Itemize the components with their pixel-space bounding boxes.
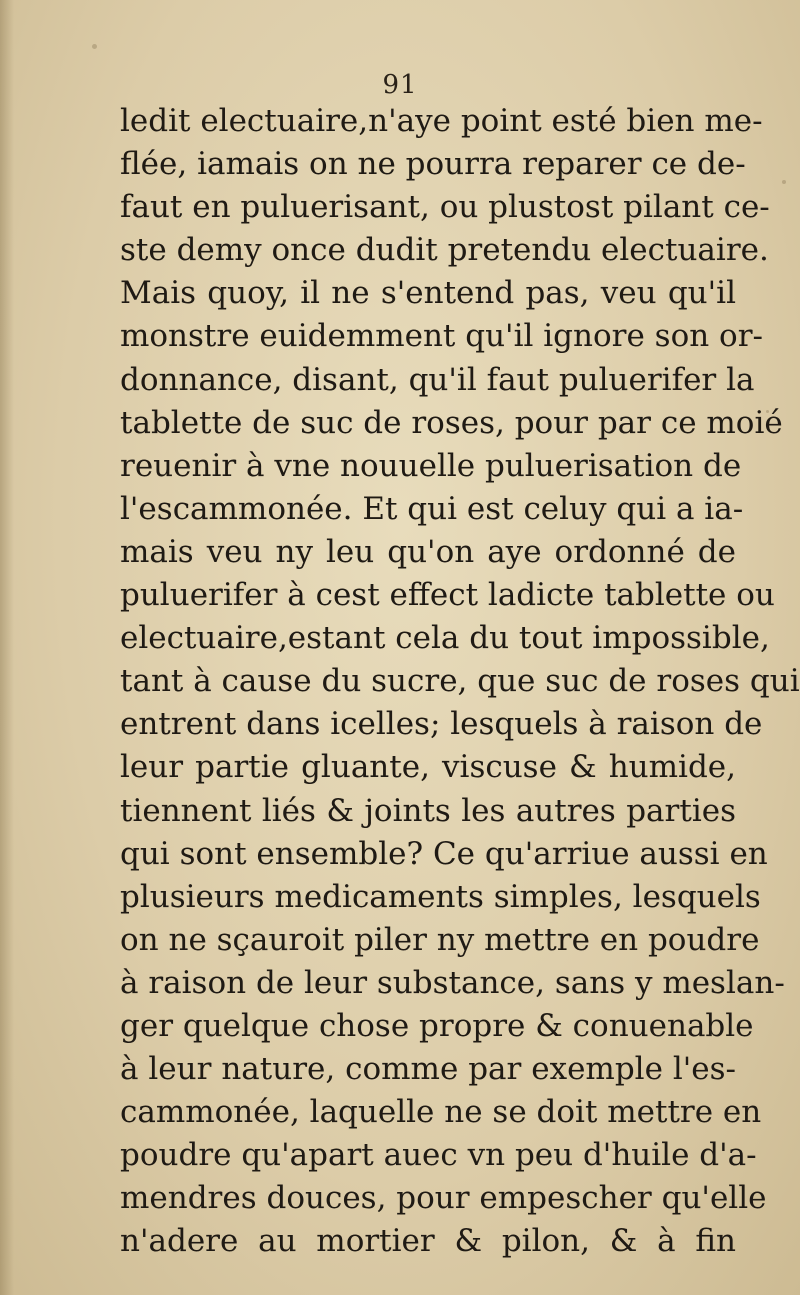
text-line: ger quelque chose propre & conuenable [120,1007,754,1044]
text-line: l'escammonée. Et qui est celuy qui a ia- [120,490,744,527]
text-line: ledit electuaire,n'aye point esté bien me- [120,103,763,139]
text-line: tant à cause du sucre, que suc de roses qui [120,663,800,700]
text-line: qui sont ensemble? Ce qu'arriue aussi en [120,835,768,872]
text-line: faut en puluerisant, ou plustost pilant ce- [120,189,770,226]
text-line: donnance, disant, qu'il faut puluerifer la [120,361,755,398]
paper-speck [782,180,786,184]
text-line: Mais quoy, il ne s'entend pas, veu qu'il [120,275,736,312]
body-text [120,100,800,1264]
text-line: n'adere au mortier & pilon, & à fin [120,1223,736,1260]
text-line: on ne sçauroit piler ny mettre en poudre [120,921,760,958]
text-line: tiennent liés & joints les autres parties [120,792,736,829]
paper-speck [92,44,97,49]
text-line: poudre qu'apart auec vn peu d'huile d'a- [120,1137,757,1174]
text-line: à leur nature, comme par exemple l'es- [120,1051,736,1088]
text-line: tablette de suc de roses, pour par ce moié [120,404,783,441]
text-line: cammonée, laquelle ne se doit mettre en [120,1094,762,1131]
text-line: electuaire,estant cela du tout impossible, [120,620,770,657]
text-line: à raison de leur substance, sans y meslan- [120,964,785,1001]
text-line: flée, iamais on ne pourra reparer ce de- [120,146,746,183]
text-line: reuenir à vne nouuelle puluerisation de [120,447,742,484]
text-line: plusieurs medicaments simples, lesquels [120,878,761,915]
text-line: ste demy once dudit pretendu electuaire. [120,232,769,269]
text-line: mais veu ny leu qu'on aye ordonné de [120,533,736,570]
text-line: entrent dans icelles; lesquels à raison de [120,706,763,743]
text-line: monstre euidemment qu'il ignore son or- [120,318,764,355]
text-line: leur partie gluante, viscuse & humide, [120,749,736,786]
page-number: 91 [382,70,418,100]
text-line: mendres douces, pour empescher qu'elle [120,1180,767,1217]
text-line: puluerifer à cest effect ladicte tablette ou [120,577,775,614]
